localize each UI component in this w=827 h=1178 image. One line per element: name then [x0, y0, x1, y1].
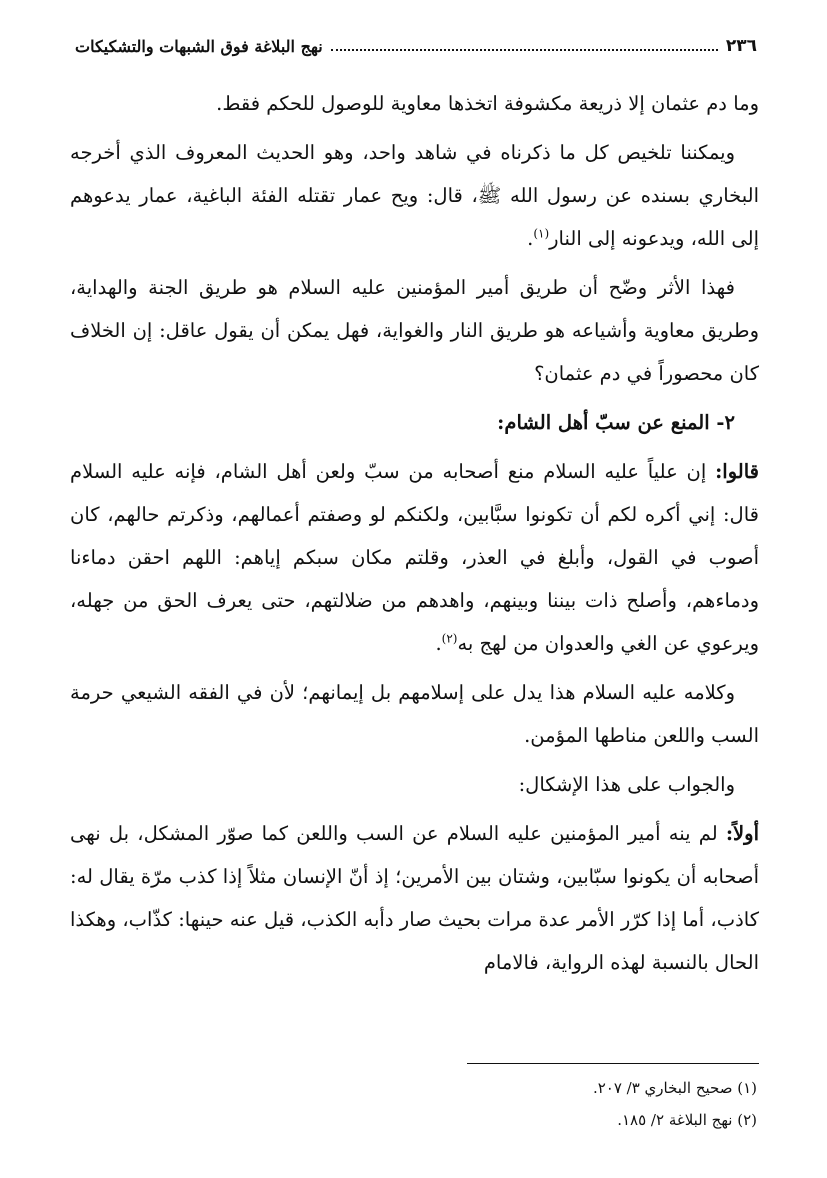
page-number: ٢٣٦ — [725, 36, 757, 56]
page-header — [75, 28, 757, 56]
paragraph-4-lead: قالوا: — [715, 460, 759, 483]
paragraph-7 — [70, 812, 759, 984]
footnote-ref-2[interactable]: (٢) — [441, 631, 458, 646]
running-title: نهج البلاغة فوق الشبهات والتشكيكات — [75, 37, 323, 56]
paragraph-4-end: . — [435, 632, 442, 655]
paragraph-2-text: ويمكننا تلخيص كل ما ذكرناه في شاهد واحد، وهو الحديث المعروف الذي أخرجه البخاري بسنده عن رسول الله ﷺ، قال: ويح عمار تقتله الفئة الباغية، عمار يدعوهم إلى الله، ويدعونه إلى النار — [70, 141, 759, 250]
paragraph-7-text: لم ينه أمير المؤمنين عليه السلام عن السب واللعن كما صوّر المشكل، بل نهى أصحابه أن يكونوا سبّابين، وشتان بين الأمرين؛ إذ أنّ الإنسان مثلاً إذا كذب مرّة يقال له: كاذب، أما إذا كرّر الأمر عدة مرات بحيث صار دأبه الكذب، قيل عنه حينها: كذّاب، وهكذا الحال بالنسبة لهذه الرواية، فالامام — [70, 822, 759, 974]
paragraph-4 — [70, 450, 759, 665]
header-dot-leader — [331, 49, 718, 51]
footnote-divider — [467, 1063, 759, 1064]
footnotes — [357, 1072, 757, 1136]
footnote-1: (١) صحيح البخاري ٣/ ٢٠٧. — [592, 1079, 757, 1097]
paragraph-5: وكلامه عليه السلام هذا يدل على إسلامهم بل إيمانهم؛ لأن في الفقه الشيعي حرمة السب واللعن مناطها المؤمن. — [70, 681, 759, 747]
paragraph-2-end: . — [527, 227, 534, 250]
paragraph-2 — [70, 131, 759, 260]
section-heading: ٢- المنع عن سبّ أهل الشام: — [497, 411, 735, 434]
paragraph-4-text: إن علياً عليه السلام منع أصحابه من سبّ ولعن أهل الشام، فإنه عليه السلام قال: إني أكره لكم أن تكونوا سبَّابين، ولكنكم لو وصفتم أعمالهم، وذكرتم حالهم، كان أصوب في القول، وأبلغ في العذر، وقلتم مكان سبكم إياهم: اللهم احقن دماءنا ودماءهم، وأصلح ذات بيننا وبينهم، واهدهم من ضلالتهم، حتى يعرف الحق من جهله، ويرعوي عن الغي والعدوان من لهج به — [70, 460, 759, 655]
footnote-2: (٢) نهج البلاغة ٢/ ١٨٥. — [617, 1111, 757, 1129]
paragraph-7-lead: أولاً: — [725, 822, 759, 845]
footnote-ref-1[interactable]: (١) — [533, 226, 550, 241]
paragraph-6: والجواب على هذا الإشكال: — [518, 773, 735, 796]
page-body — [70, 82, 759, 990]
paragraph-1: وما دم عثمان إلا ذريعة مكشوفة اتخذها معاوية للوصول للحكم فقط. — [216, 92, 759, 115]
paragraph-3: فهذا الأثر وضّح أن طريق أمير المؤمنين عليه السلام هو طريق الجنة والهداية، وطريق معاوية وأشياعه هو طريق النار والغواية، فهل يمكن أن يقول عاقل: إن الخلاف كان محصوراً في دم عثمان؟ — [70, 276, 759, 385]
